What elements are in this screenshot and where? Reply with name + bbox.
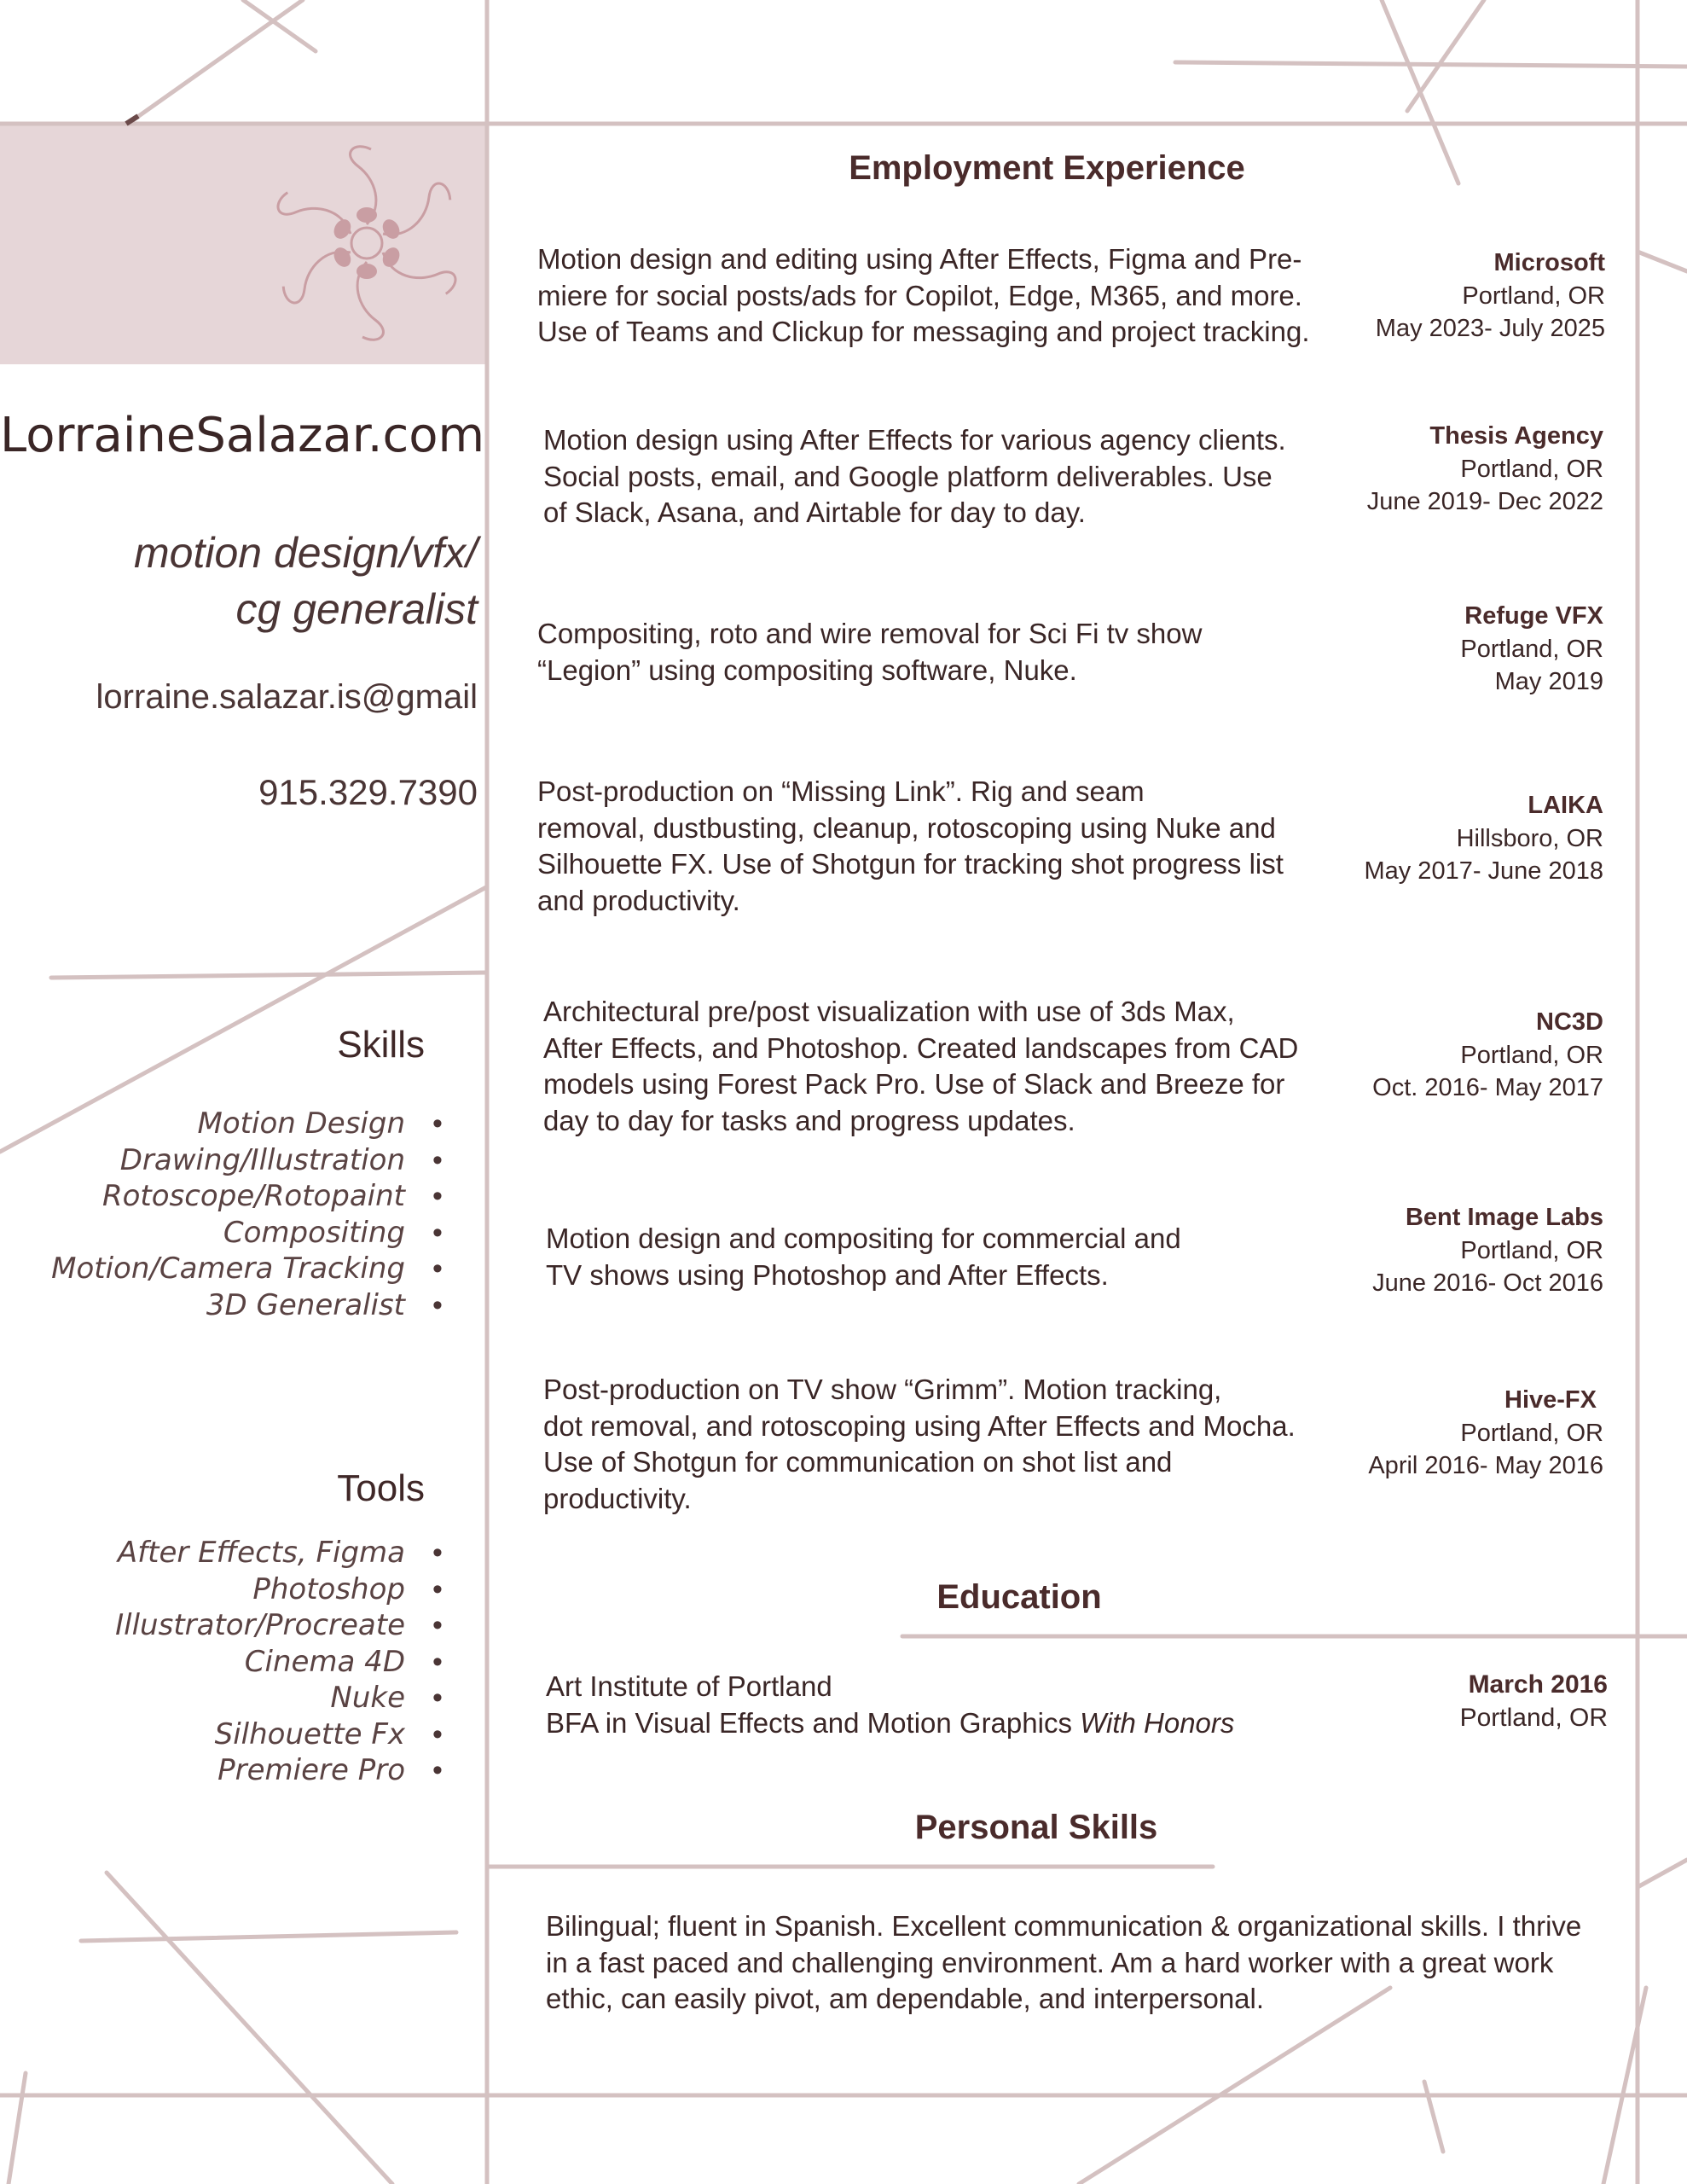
tool-item: Premiere Pro •	[0, 1752, 405, 1789]
job-meta	[1128, 247, 1605, 346]
job-description: Motion design and compositing for commercial and TV shows using Photoshop and After Effects.	[546, 1223, 1181, 1291]
job-meta	[1126, 789, 1603, 888]
skills-heading: Skills	[337, 1024, 425, 1066]
skill-item: Motion/Camera Tracking •	[0, 1251, 405, 1287]
degree: BFA in Visual Effects and Motion Graphics With Honors	[546, 1706, 1235, 1739]
skill-item: Drawing/Illustration •	[0, 1142, 405, 1179]
job-title	[0, 525, 478, 637]
job-description: Motion design using After Effects for various agency clients. Social posts, email, and Google platform deliverables. Use of Slack, Asana, and Airtable for day to day.	[543, 424, 1286, 528]
job-description: Post-production on “Missing Link”. Rig and seam removal, dustbusting, cleanup, rotoscoping using Nuke and Silhouette FX. Use of Shotgun for tracking shot progress list and productivity.	[537, 775, 1284, 916]
skill-item: Compositing •	[0, 1215, 405, 1252]
company-name: NC3D	[1536, 1008, 1603, 1036]
job-dates: June 2016- Oct 2016	[1372, 1269, 1603, 1297]
job-location: Portland, OR	[1460, 635, 1603, 663]
skill-item: Rotoscope/Rotopaint •	[0, 1178, 405, 1215]
tool-item: Silhouette Fx •	[0, 1716, 405, 1753]
education-meta	[1130, 1669, 1608, 1734]
job-meta	[1126, 420, 1603, 519]
education-date: March 2016	[1468, 1670, 1608, 1699]
tools-heading: Tools	[337, 1467, 425, 1509]
tool-item: Illustrator/Procreate •	[0, 1607, 405, 1644]
tools-list	[0, 1535, 405, 1789]
job-location: Portland, OR	[1460, 1419, 1603, 1447]
skill-item: 3D Generalist •	[0, 1287, 405, 1324]
job-description: Architectural pre/post visualization with use of 3ds Max, After Effects, and Photoshop. Created landscapes from CAD models using Forest Pack Pro. Use of Slack and Breeze for day to day for tasks and progress updates.	[543, 996, 1299, 1136]
employment-heading: Employment Experience	[849, 149, 1245, 187]
tool-item: Nuke •	[0, 1680, 405, 1716]
job-location: Hillsboro, OR	[1456, 824, 1603, 852]
skills-list	[0, 1106, 405, 1323]
website[interactable]: LorraineSalazar.com	[0, 408, 485, 463]
job-dates: May 2017- June 2018	[1364, 857, 1603, 885]
job-location: Portland, OR	[1460, 1041, 1603, 1069]
skill-item: Motion Design •	[0, 1106, 405, 1142]
phone[interactable]: 915.329.7390	[258, 772, 478, 812]
tool-item: After Effects, Figma •	[0, 1535, 405, 1571]
job-description: Motion design and editing using After Effects, Figma and Pre- miere for social posts/ads for Copilot, Edge, M365, and more. Use of Teams and Clickup for messaging and project tracking.	[537, 243, 1310, 347]
email[interactable]: lorraine.salazar.is@gmail	[96, 678, 478, 716]
personal-skills-text: Bilingual; fluent in Spanish. Excellent communication & organizational skills. I thrive in a fast paced and challenging environment. Am a hard worker with a great work ethic, can easily pivot, am dependable, and interpersonal.	[546, 1910, 1582, 2014]
job-meta	[1126, 1384, 1603, 1483]
job-description: Compositing, roto and wire removal for Sci Fi tv show “Legion” using compositing software, Nuke.	[537, 618, 1203, 686]
company-name: LAIKA	[1528, 792, 1603, 819]
job-dates: April 2016- May 2016	[1368, 1452, 1603, 1479]
company-name: Bent Image Labs	[1405, 1204, 1603, 1231]
job-dates: May 2023- July 2025	[1375, 315, 1605, 342]
personal-skills-heading: Personal Skills	[914, 1809, 1158, 1846]
job-title-line-1: motion design/vfx/	[134, 529, 478, 577]
job-dates: Oct. 2016- May 2017	[1372, 1074, 1603, 1101]
company-name: Refuge VFX	[1464, 602, 1603, 630]
job-meta	[1126, 1006, 1603, 1105]
job-location: Portland, OR	[1460, 1236, 1603, 1264]
education-location: Portland, OR	[1459, 1703, 1608, 1732]
job-dates: June 2019- Dec 2022	[1366, 488, 1603, 515]
company-name: Thesis Agency	[1429, 422, 1603, 450]
school-name: Art Institute of Portland	[546, 1670, 832, 1702]
job-description: Post-production on TV show “Grimm”. Motion tracking, dot removal, and rotoscoping using After Effects and Mocha. Use of Shotgun for communication on shot list and productivity.	[543, 1374, 1296, 1514]
job-location: Portland, OR	[1460, 455, 1603, 483]
education-heading: Education	[936, 1578, 1102, 1616]
tool-item: Photoshop •	[0, 1571, 405, 1608]
job-location: Portland, OR	[1462, 282, 1605, 310]
company-name: Microsoft	[1493, 249, 1605, 276]
tool-item: Cinema 4D •	[0, 1644, 405, 1681]
job-dates: May 2019	[1494, 668, 1603, 695]
company-name: Hive-FX	[1504, 1386, 1597, 1414]
job-meta	[1126, 1201, 1603, 1300]
job-meta	[1126, 600, 1603, 699]
honors: With Honors	[1080, 1706, 1235, 1739]
job-title-line-2: cg generalist	[235, 585, 478, 633]
